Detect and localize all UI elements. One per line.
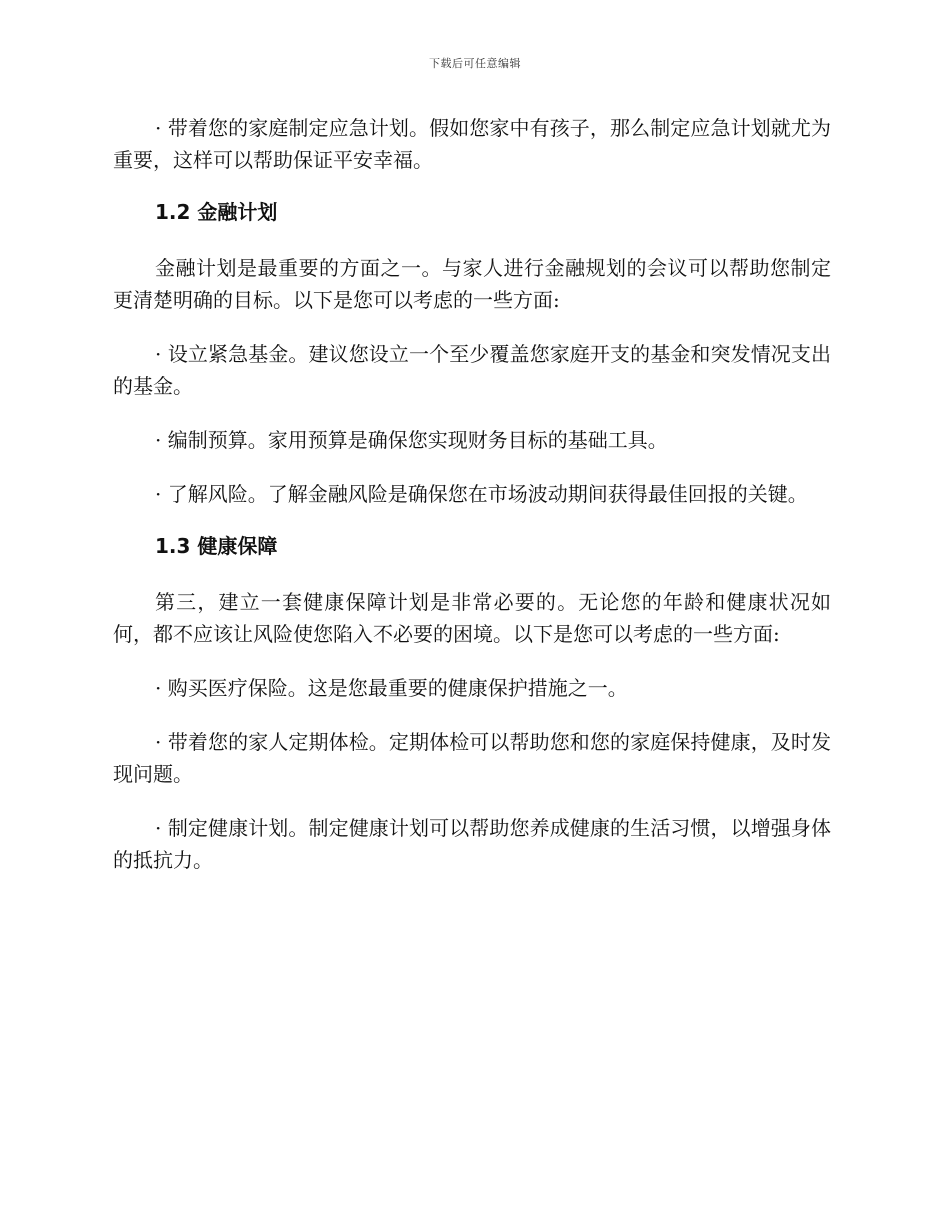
paragraph-checkup: · 带着您的家人定期体检。定期体检可以帮助您和您的家庭保持健康，及时发现问题。 bbox=[113, 730, 831, 786]
section-heading-health-protection: 1.3 健康保障 bbox=[155, 534, 278, 558]
paragraph-health-intro: 第三，建立一套健康保障计划是非常必要的。无论您的年龄和健康状况如何，都不应该让风险使您陷入不必要的困境。以下是您可以考虑的一些方面: bbox=[113, 590, 831, 646]
paragraph-emergency-fund: · 设立紧急基金。建议您设立一个至少覆盖您家庭开支的基金和突发情况支出的基金。 bbox=[113, 342, 831, 398]
document-body bbox=[113, 112, 831, 898]
paragraph-risk: · 了解风险。了解金融风险是确保您在市场波动期间获得最佳回报的关键。 bbox=[155, 482, 808, 506]
paragraph-financial-intro: 金融计划是最重要的方面之一。与家人进行金融规划的会议可以帮助您制定更清楚明确的目标。以下是您可以考虑的一些方面: bbox=[113, 256, 831, 312]
paragraph-health-plan: · 制定健康计划。制定健康计划可以帮助您养成健康的生活习惯，以增强身体的抵抗力。 bbox=[113, 816, 831, 872]
section-heading-financial-plan: 1.2 金融计划 bbox=[155, 200, 278, 224]
page-header: 下载后可任意编辑 bbox=[429, 57, 521, 70]
paragraph-medical-insurance: · 购买医疗保险。这是您最重要的健康保护措施之一。 bbox=[155, 676, 628, 700]
paragraph-budget: · 编制预算。家用预算是确保您实现财务目标的基础工具。 bbox=[155, 428, 668, 452]
paragraph-emergency-plan: · 带着您的家庭制定应急计划。假如您家中有孩子，那么制定应急计划就尤为重要，这样可以帮助保证平安幸福。 bbox=[113, 116, 831, 172]
